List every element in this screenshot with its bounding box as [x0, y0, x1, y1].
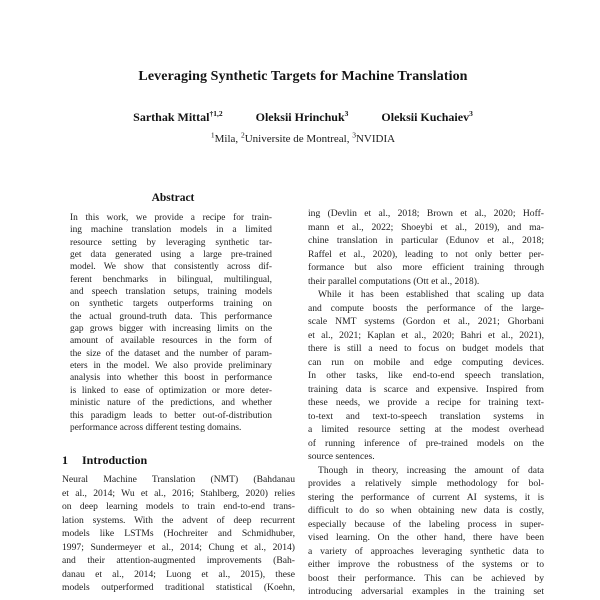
- author-name: Oleksii Hrinchuk: [255, 110, 345, 124]
- abstract-paragraph: [70, 212, 272, 434]
- text-line: a variety of approaches leveraging synthetic data to: [308, 545, 544, 557]
- text-line: especially because of the labeling process in super-: [308, 518, 544, 530]
- author: [381, 110, 472, 124]
- text-line: et al., 2021; Kaplan et al., 2020; Bahri et al., 2021),: [308, 329, 544, 341]
- text-line: eters in the model. We also provide preliminary: [70, 361, 272, 372]
- text-line: et al., 2014; Wu et al., 2016; Stahlberg, 2020) relies: [62, 487, 295, 499]
- section-number: 1: [62, 453, 68, 467]
- text-line: lation systems. With the advent of deep recurrent: [62, 514, 295, 526]
- author: [256, 110, 349, 124]
- author-name: Sarthak Mittal: [133, 110, 210, 124]
- paragraph: [308, 464, 544, 599]
- text-line: Neural Machine Translation (NMT) (Bahdanau: [62, 474, 295, 485]
- text-line: danau et al., 2014; Luong et al., 2015), these: [62, 568, 295, 580]
- author-superscript: 3: [344, 109, 349, 118]
- text-line: In this work, we provide a recipe for train-: [70, 213, 272, 223]
- text-line: there is still a need to focus on budget models that: [308, 343, 544, 354]
- text-line: source sentences.: [308, 451, 375, 462]
- text-line: provides a relatively simple methodology for bol-: [308, 478, 544, 489]
- text-line: can run on mobile and edge computing devices.: [308, 356, 544, 368]
- text-line: get data generated using a large pre-trained: [70, 250, 272, 261]
- column-right: [308, 207, 544, 599]
- affiliation-superscript: 1: [210, 130, 215, 140]
- text-line: is linked to ease of optimization or more deter-: [70, 385, 272, 396]
- text-line: a limited resource setting at the modest overhead: [308, 424, 544, 435]
- text-line: resource setting by leveraging synthetic tar-: [70, 237, 272, 248]
- text-line: analysis into whether this boost in performance: [70, 373, 272, 384]
- text-line: on synthetic targets outperforms training on: [70, 299, 272, 310]
- text-line: models like LSTMs (Hochreiter and Schmidhuber,: [62, 528, 295, 539]
- text-line: on deep learning models to train end-to-end trans-: [62, 501, 295, 512]
- text-line: and speech translation setups, training models: [70, 287, 272, 298]
- paper-title: Leveraging Synthetic Targets for Machine Translation: [138, 69, 468, 84]
- text-line: the size of the dataset and the number of param-: [70, 348, 272, 359]
- text-line: ferent benchmarks in bilingual, multilingual,: [70, 274, 272, 285]
- text-line: model. We show that consistently across dif-: [70, 262, 272, 273]
- text-line: ing machine translation models in a limited: [70, 225, 272, 236]
- text-line: While it has been established that scaling up data: [318, 289, 544, 300]
- text-line: mann et al., 2022; Shoeybi et al., 2019), and ma-: [308, 221, 544, 233]
- text-line: chine translation in particular (Edunov et al., 2018;: [308, 235, 544, 246]
- text-line: vised learning. On the other hand, there have been: [308, 532, 544, 543]
- text-line: ministic nature of the predictions, and whether: [70, 398, 272, 409]
- affiliation-superscript: 3: [352, 130, 356, 140]
- text-line: performance across different testing domains.: [70, 422, 242, 433]
- author-name: Oleksii Kuchaiev: [381, 110, 470, 124]
- text-line: gap grows bigger with increasing limits on the: [70, 324, 272, 335]
- paragraph: [308, 288, 544, 464]
- text-line: and compute boosts the performance of the large-: [308, 302, 544, 314]
- text-line: introducing adversarial examples in the training set: [308, 586, 544, 597]
- author-superscript: †1,2: [209, 109, 223, 118]
- text-line: In other tasks, like end-to-end speech translation,: [308, 370, 544, 381]
- section-title: Introduction: [82, 453, 148, 467]
- text-line: and their attention-augmented improvements (Bah-: [62, 555, 295, 566]
- text-line: ing (Devlin et al., 2018; Brown et al., 2020; Hoff-: [308, 208, 544, 219]
- text-line: difficult to do so when obtaining new data is costly,: [308, 505, 544, 516]
- paragraph: [308, 207, 544, 288]
- text-line: this paradigm leads to better out-of-distribution: [70, 410, 272, 421]
- text-line: these needs, we provide a recipe for training text-: [308, 397, 544, 408]
- intro-paragraph: [62, 473, 295, 595]
- text-line: formance but also more efficient training through: [308, 262, 544, 273]
- text-line: boost their performance. This can be achieved by: [308, 572, 544, 584]
- text-line: the actual ground-truth data. This performance: [70, 311, 272, 322]
- text-line: models outperformed traditional statistical (Koehn,: [62, 582, 295, 593]
- text-line: training data is scarce and expensive. Inspired from: [308, 383, 544, 395]
- text-line: either improve the robustness of the systems or to: [308, 559, 544, 570]
- abstract-heading: Abstract: [151, 192, 195, 204]
- section-heading: [62, 453, 295, 468]
- text-line: Though in theory, increasing the amount of data: [318, 464, 544, 476]
- author-superscript: 3: [469, 109, 473, 118]
- text-line: scale NMT systems (Gordon et al., 2021; Ghorbani: [308, 316, 544, 327]
- text-line: of running inference of pre-trained models on the: [308, 437, 544, 449]
- author: [133, 110, 222, 124]
- text-line: stering the performance of current AI systems, it is: [308, 491, 544, 503]
- text-line: 1997; Sundermeyer et al., 2014; Chung et al., 2014): [62, 541, 295, 553]
- text-line: amount of available resources in the form of: [70, 336, 272, 347]
- authors-row: [62, 110, 544, 124]
- text-line: to-text and text-to-speech translation systems in: [308, 410, 544, 422]
- text-line: their parallel computations (Ott et al., 2018).: [308, 275, 480, 287]
- affiliation-superscript: 2: [240, 130, 245, 140]
- affiliation-line: $^1$Mila, $^2$Universite de Montreal, $^3$NVIDIA: [210, 130, 396, 145]
- text-line: Raffel et al., 2020), leading to not only better per-: [308, 248, 544, 260]
